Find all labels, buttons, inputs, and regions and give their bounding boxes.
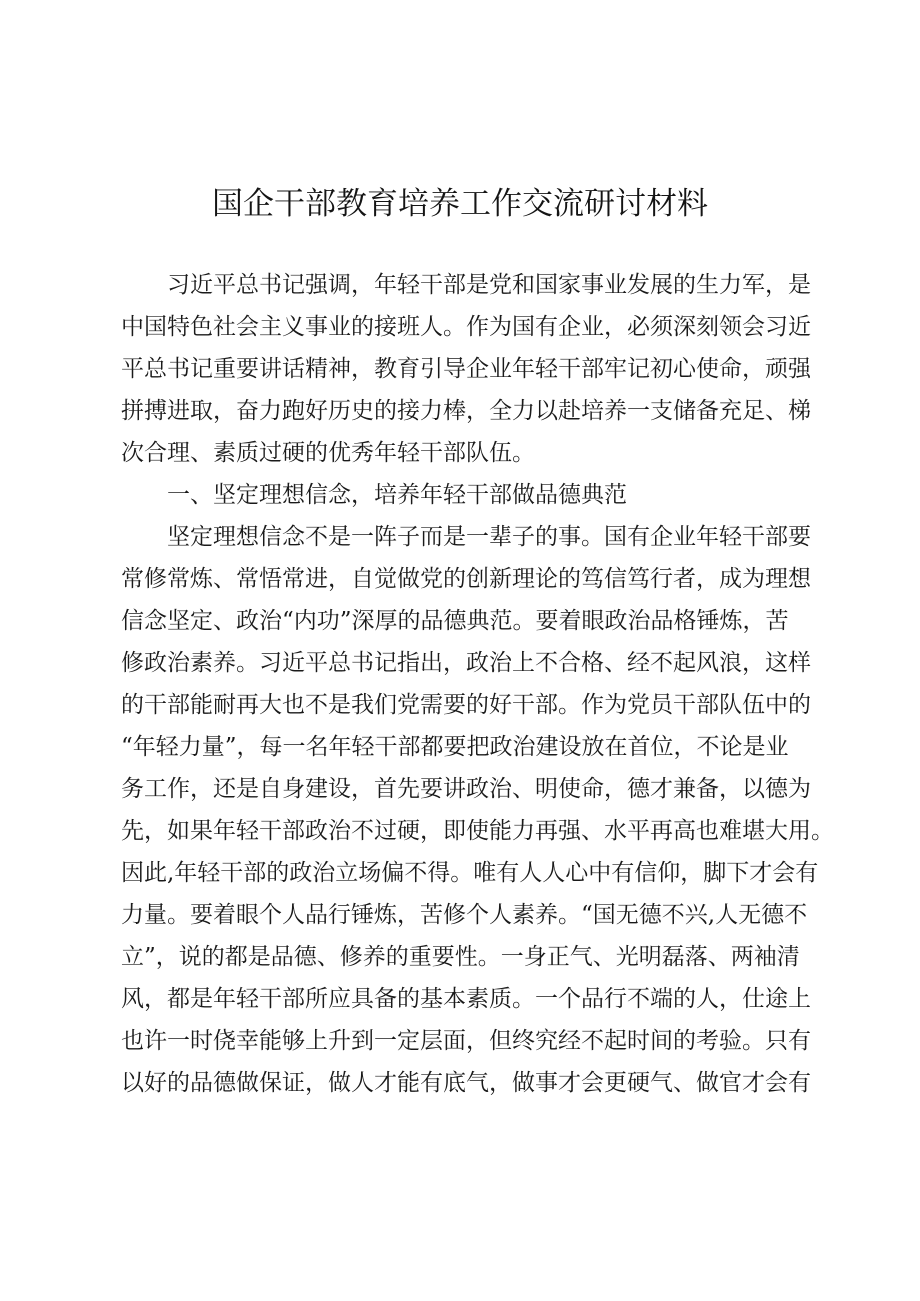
text-line: 常修常炼、常悟常进，自觉做党的创新理论的笃信笃行者，成为理想 — [121, 566, 811, 592]
text-line: 力量。要着眼个人品行锤炼，苦修个人素养。“国无德不兴,人无德不 — [121, 902, 808, 928]
text-line: 以好的品德做保证，做人才能有底气，做事才会更硬气、做官才会有 — [121, 1070, 811, 1096]
text-line: 的干部能耐再大也不是我们党需要的好干部。作为党员干部队伍中的 — [121, 692, 811, 718]
text-line: 立”，说的都是品德、修养的重要性。一身正气、光明磊落、两袖清 — [121, 944, 800, 970]
document-title: 国企干部教育培养工作交流研讨材料 — [212, 186, 708, 222]
text-line: 坚定理想信念不是一阵子而是一辈子的事。国有企业年轻干部要 — [167, 524, 811, 550]
text-line: 风，都是年轻干部所应具备的基本素质。一个品行不端的人，仕途上 — [121, 986, 811, 1012]
text-line: 拼搏进取，奋力跑好历史的接力棒，全力以赴培养一支储备充足、梯 — [121, 398, 811, 424]
text-line: 修政治素养。习近平总书记指出，政治上不合格、经不起风浪，这样 — [121, 650, 811, 676]
section-heading — [121, 474, 819, 516]
paragraph-body — [121, 516, 834, 1104]
text-line: 平总书记重要讲话精神，教育引导企业年轻干部牢记初心使命，顽强 — [121, 356, 811, 382]
document-body — [121, 264, 834, 1104]
text-line: 务工作，还是自身建设，首先要讲政治、明使命，德才兼备，以德为 — [121, 776, 811, 802]
section-heading-text: 一、坚定理想信念，培养年轻干部做品德典范 — [167, 482, 627, 508]
text-line: 也许一时侥幸能够上升到一定层面，但终究经不起时间的考验。只有 — [121, 1028, 811, 1054]
text-line: “年轻力量”，每一名年轻干部都要把政治建设放在首位，不论是业 — [121, 734, 789, 760]
text-line: 习近平总书记强调，年轻干部是党和国家事业发展的生力军，是 — [167, 272, 811, 298]
text-line: 信念坚定、政治“内功”深厚的品德典范。要着眼政治品格锤炼，苦 — [121, 608, 789, 634]
text-line: 中国特色社会主义事业的接班人。作为国有企业，必须深刻领会习近 — [121, 314, 811, 340]
paragraph-intro — [121, 264, 819, 474]
text-line: 因此,年轻干部的政治立场偏不得。唯有人人心中有信仰，脚下才会有 — [121, 860, 819, 886]
text-line: 先，如果年轻干部政治不过硬，即使能力再强、水平再高也难堪大用。 — [121, 818, 834, 844]
text-line: 次合理、素质过硬的优秀年轻干部队伍。 — [121, 440, 535, 466]
